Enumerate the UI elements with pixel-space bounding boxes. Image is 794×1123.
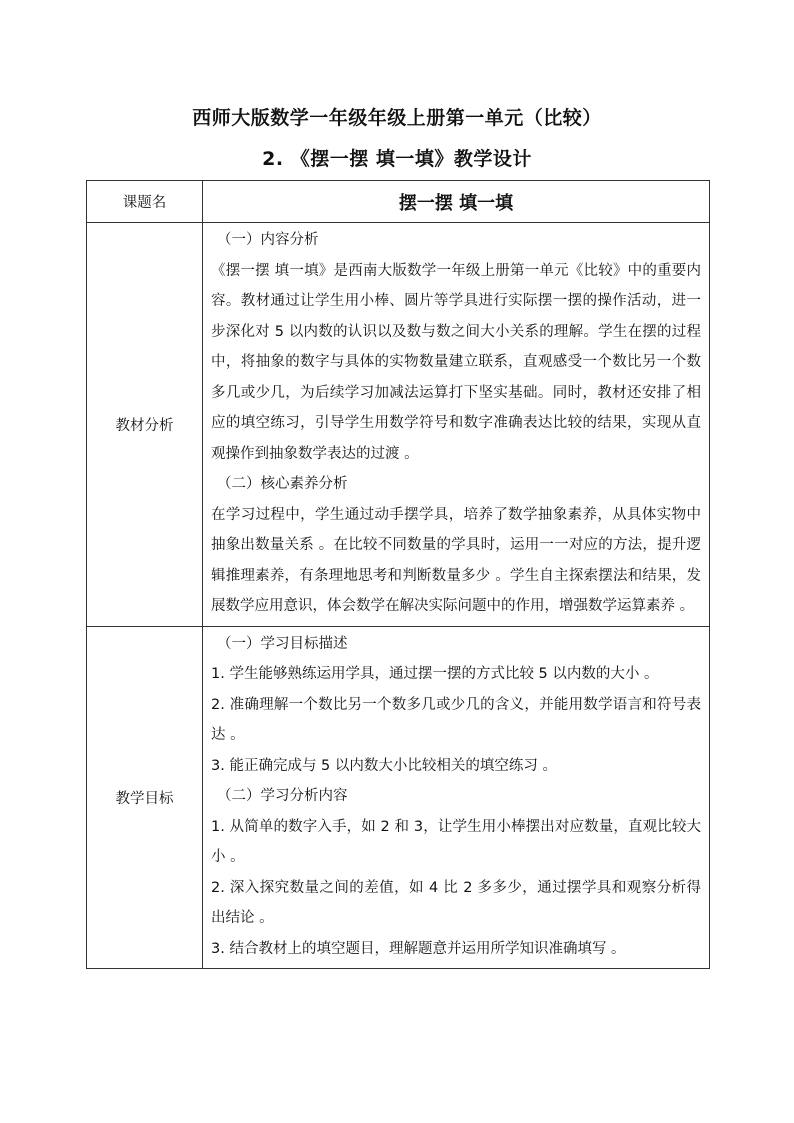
content-analysis-text: 《摆一摆 填一填》是西南大版数学一年级上册第一单元《比较》中的重要内容。教材通过让学生用小棒、圆片等学具进行实际摆一摆的操作活动，进一步深化对 5 以内数的认识以及数与数之间大小关系的理解。学生在摆的过程中，将抽象的数字与具体的实物数量建立联系，直观感受一个数比另一个数多几或少几，为后续学习加减法运算打下坚实基础。同时，教材还安排了相应的填空练习，引导学生用数学符号和数字准确表达比较的结果，实现从直观操作到抽象数学表达的过渡 。 [211,262,701,462]
core-literacy-heading: （二）核心素养分析 [217,476,348,492]
document-title: 西师大版数学一年级年级上册第一单元（比较） [192,107,602,129]
learning-analysis-item: 3. 结合教材上的填空题目，理解题意并运用所学知识准确填写 。 [211,940,626,957]
learning-analysis-heading: （二）学习分析内容 [217,788,348,804]
learning-analysis-item: 1. 从简单的数字入手，如 2 和 3，让学生用小棒摆出对应数量，直观比较大小 。 [211,818,701,865]
teaching-goals-content [203,626,710,969]
learning-goal-item: 3. 能正确完成与 5 以内数大小比较相关的填空练习 。 [211,757,557,774]
document-subtitle: 2. 《摆一摆 填一填》教学设计 [262,148,532,170]
table-row-teaching-goals [87,626,710,969]
content-analysis-heading: （一）内容分析 [217,232,319,248]
learning-goal-item: 1. 学生能够熟练运用学具，通过摆一摆的方式比较 5 以内数的大小 。 [211,666,659,682]
table-row-textbook-analysis [87,223,710,627]
table-row-topic [87,181,710,223]
topic-label: 课题名 [87,181,203,223]
teaching-goals-label: 教学目标 [87,626,203,969]
learning-analysis-item: 2. 深入探究数量之间的差值，如 4 比 2 多多少，通过摆学具和观察分析得出结论 。 [211,879,701,926]
core-literacy-text: 在学习过程中，学生通过动手摆学具，培养了数学抽象素养，从具体实物中抽象出数量关系 。在比较不同数量的学具时，运用一一对应的方法，提升逻辑推理素养，有条理地思考和判断数量多少 。学生自主探索摆法和结果，发展数学应用意识，体会数学在解决实际问题中的作用，增强数学运算素养 。 [211,506,701,614]
textbook-analysis-label: 教材分析 [87,223,203,627]
lesson-plan-table [86,180,710,969]
learning-goal-item: 2. 准确理解一个数比另一个数多几或少几的含义，并能用数学语言和符号表达 。 [211,696,701,743]
topic-value: 摆一摆 填一填 [203,181,710,223]
learning-goals-heading: （一）学习目标描述 [217,635,348,652]
textbook-analysis-content [203,223,710,627]
